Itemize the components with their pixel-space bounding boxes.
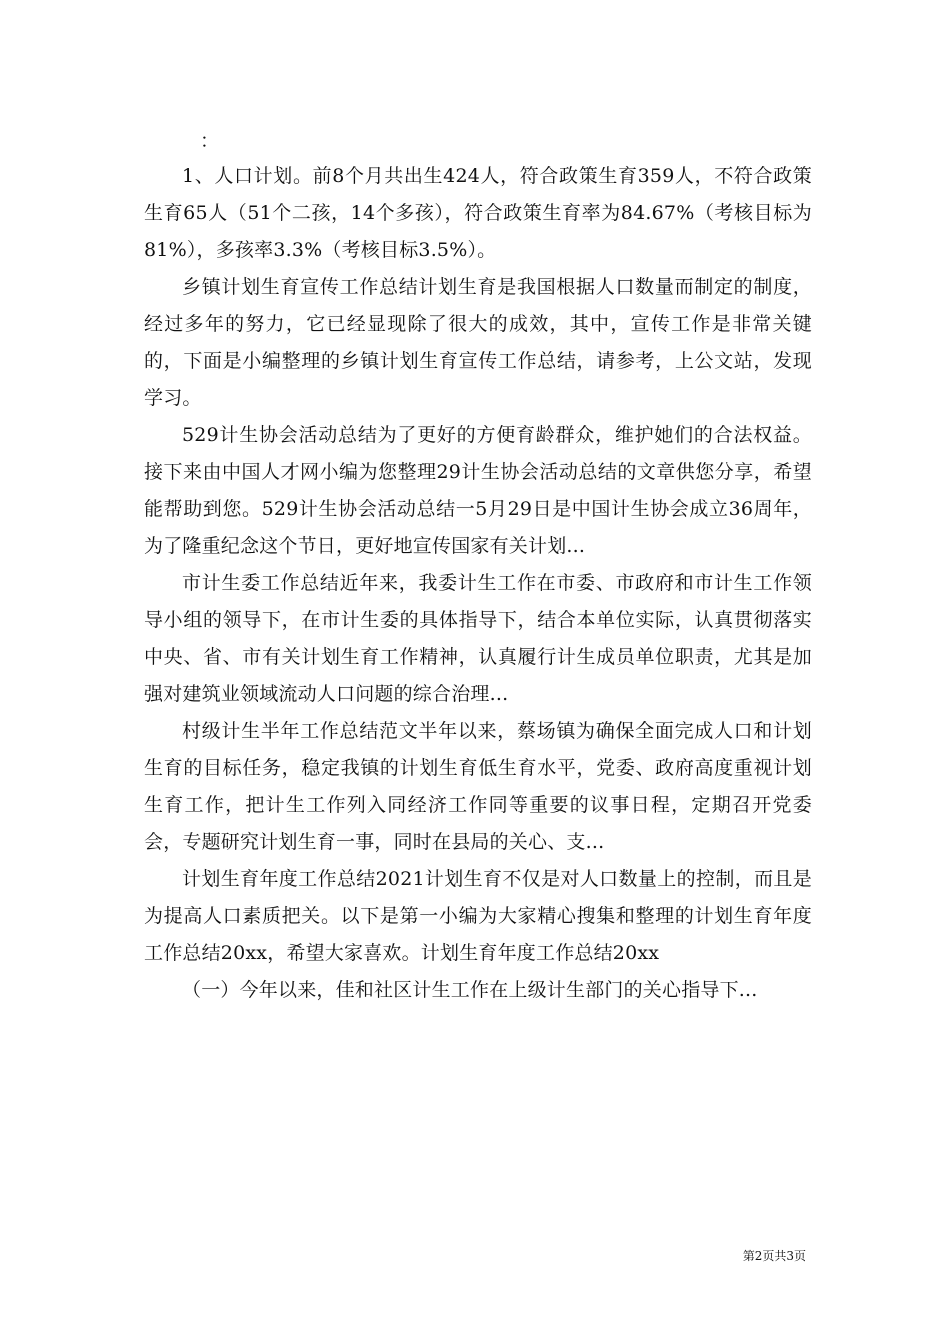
page-number-footer: 第2页共3页 bbox=[742, 1249, 806, 1263]
paragraph-community: （一）今年以来，佳和社区计生工作在上级计生部门的关心指导下... bbox=[182, 979, 758, 1001]
paragraph-529-association: 529计生协会活动总结为了更好的方便育龄群众，维护她们的合法权益。接下来由中国人才网小编为您整理29计生协会活动总结的文章供您分享，希望能帮助到您。529计生协会活动总结一5月29日是中国计生协会成立36周年，为了隆重纪念这个节日，更好地宣传国家有关计划... bbox=[144, 424, 812, 557]
paragraph-annual-summary: 计划生育年度工作总结2021计划生育不仅是对人口数量上的控制，而且是为提高人口素质把关。以下是第一小编为大家精心搜集和整理的计划生育年度工作总结20xx，希望大家喜欢。计划生育年度工作总结20xx bbox=[144, 868, 812, 964]
paragraph-city-commission: 市计生委工作总结近年来，我委计生工作在市委、市政府和市计生工作领导小组的领导下，在市计生委的具体指导下，结合本单位实际，认真贯彻落实中央、省、市有关计划生育工作精神，认真履行计生成员单位职责，尤其是加强对建筑业领域流动人口问题的综合治理... bbox=[144, 572, 812, 705]
document-body bbox=[144, 124, 812, 1009]
leading-colon: ： bbox=[200, 130, 220, 152]
paragraph-population-plan: 1、人口计划。前8个月共出生424人，符合政策生育359人，不符合政策生育65人（51个二孩，14个多孩），符合政策生育率为84.67%（考核目标为81%），多孩率3.3%（考核目标3.5%）。 bbox=[144, 165, 812, 261]
paragraph-township-publicity: 乡镇计划生育宣传工作总结计划生育是我国根据人口数量而制定的制度，经过多年的努力，它已经显现除了很大的成效，其中，宣传工作是非常关键的，下面是小编整理的乡镇计划生育宣传工作总结，请参考，上公文站，发现学习。 bbox=[144, 276, 812, 409]
paragraph-village-half-year: 村级计生半年工作总结范文半年以来，蔡场镇为确保全面完成人口和计划生育的目标任务，稳定我镇的计划生育低生育水平，党委、政府高度重视计划生育工作，把计生工作列入同经济工作同等重要的议事日程，定期召开党委会，专题研究计划生育一事，同时在县局的关心、支... bbox=[144, 720, 812, 853]
